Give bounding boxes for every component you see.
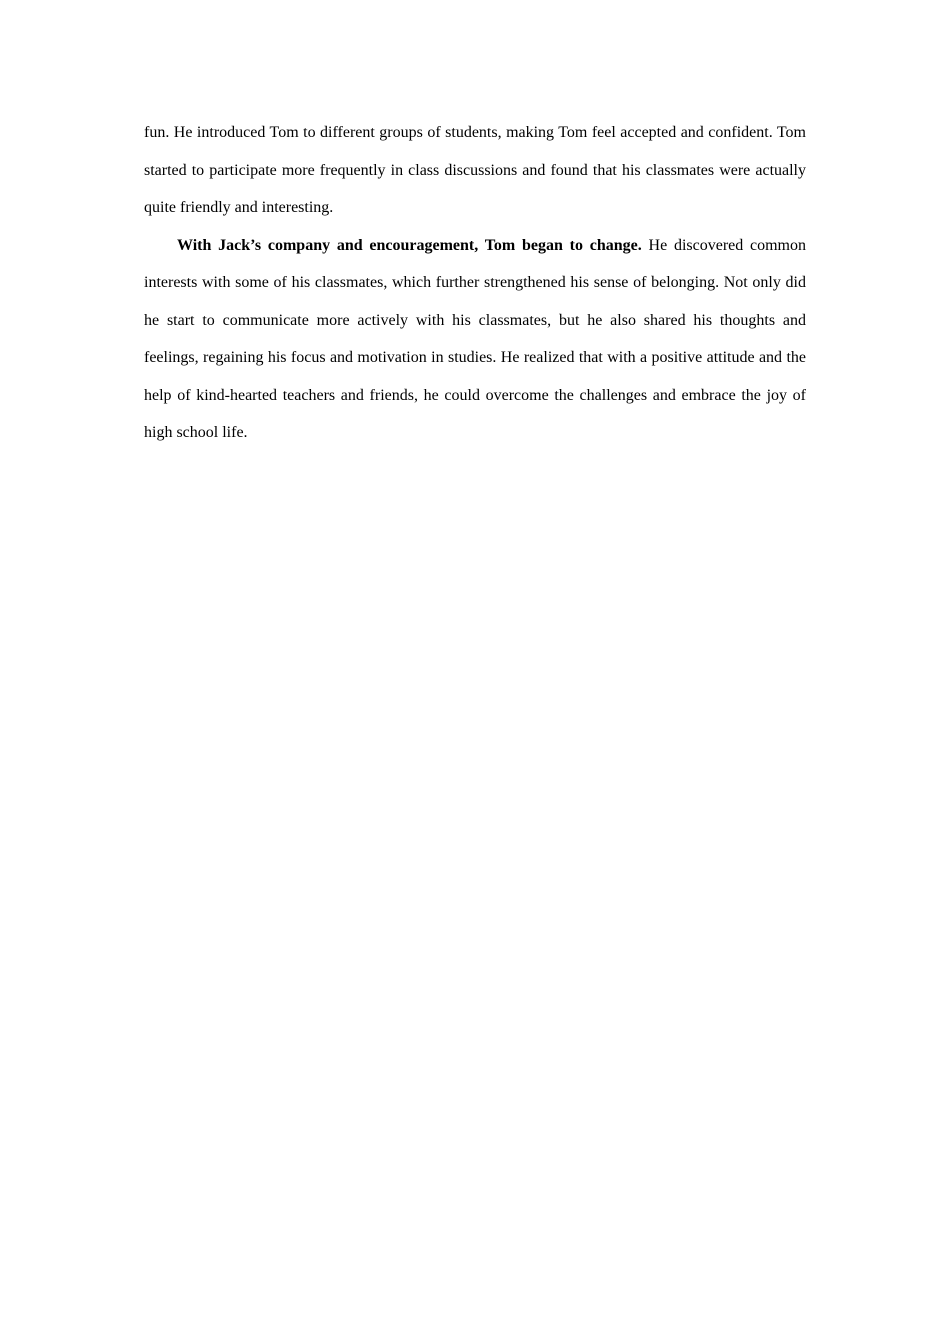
paragraph-2-text: He discovered common interests with some of his classmates, which further strengthened his sense of belonging. Not only did he start to communicate more actively with his classmates, but he also shared his thoughts and feelings, regaining his focus and motivation in studies. He realized that with a positive attitude and the help of kind-hearted teachers and friends, he could overcome the challenges and embrace the joy of high school life. <box>144 236 806 441</box>
paragraph-1 <box>144 114 806 227</box>
paragraph-2-lead-sentence: With Jack’s company and encouragement, Tom began to change. <box>177 236 642 254</box>
paragraph-1-text: fun. He introduced Tom to different groups of students, making Tom feel accepted and confident. Tom started to participate more frequently in class discussions and found that his classmates were actually quite friendly and interesting. <box>144 124 806 216</box>
document-body <box>144 114 806 452</box>
paragraph-2 <box>144 227 806 452</box>
